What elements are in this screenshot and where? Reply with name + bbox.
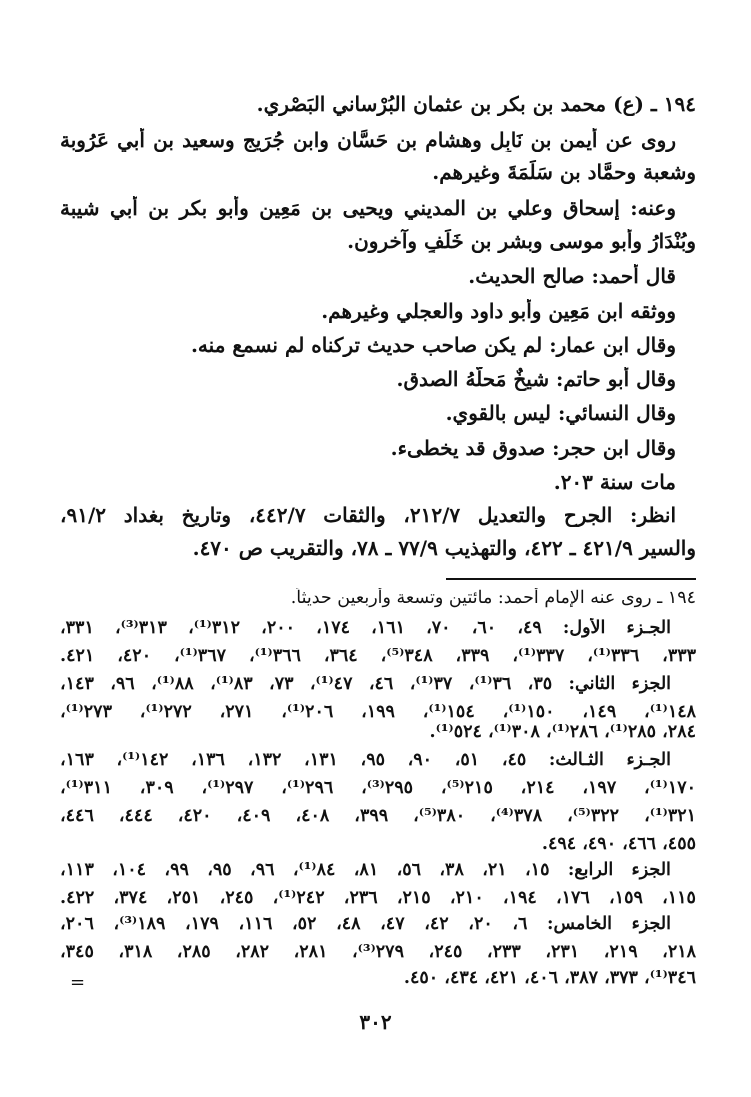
footnote-line: ٣٢١⁽¹⁾، ٣٢٢⁽⁵⁾، ٣٧٨⁽⁴⁾، ٣٨٠⁽⁵⁾، ٣٩٩، ٤٠٨، ٤٠٩، ٤٢٠، ٤٤٤، ٤٤٦، xyxy=(60,806,696,826)
entry-line: وقال أبو حاتم: شيخٌ مَحلُّهُ الصدق. xyxy=(396,367,676,391)
footnote-line: الجـزء الثـالث: ٤٥، ٥١، ٩٠، ٩٥، ١٣١، ١٣٢، ١٣٦، ١٤٢⁽¹⁾، ١٦٣، xyxy=(60,750,671,770)
entry-line: وقال النسائي: ليس بالقوي. xyxy=(445,401,676,425)
footnote-line: ٣٣٣، ٣٣٦⁽¹⁾، ٣٣٧⁽¹⁾، ٣٣٩، ٣٤٨⁽⁵⁾، ٣٦٤، ٣٦٦⁽¹⁾، ٣٦٧⁽¹⁾، ٤٢٠، ٤٢١. xyxy=(60,646,696,666)
continuation-mark: = xyxy=(70,972,86,993)
footnote-line: ١٤٨⁽¹⁾، ١٤٩، ١٥٠⁽¹⁾، ١٥٤⁽¹⁾، ١٩٩، ٢٠٦⁽¹⁾، ٢٧١، ٢٧٢⁽¹⁾، ٢٧٣⁽¹⁾، xyxy=(60,702,696,722)
entry-line: وعنه: إسحاق وعلي بن المديني ويحيى بن مَعِين وأبو بكر بن أبي شيبة xyxy=(60,196,676,220)
footnote-line: الجزء الثاني: ٣٥، ٣٦⁽¹⁾، ٣٧⁽¹⁾، ٤٦، ٤٧⁽¹⁾، ٧٣، ٨٣⁽¹⁾، ٨٨⁽¹⁾، ٩٦، ١٤٣، xyxy=(60,674,671,694)
footnote-line: ١٧٠⁽¹⁾، ١٩٧، ٢١٤، ٢١٥⁽⁵⁾، ٢٩٥⁽³⁾، ٢٩٦⁽¹⁾، ٢٩٧⁽¹⁾، ٣٠٩، ٣١١⁽¹⁾، xyxy=(60,778,696,798)
entry-line: وبُنْدَارُ وأبو موسى وبشر بن خَلَفٍ وآخرون. xyxy=(347,229,696,253)
entry-heading: ١٩٤ ـ (ع) محمد بن بكر بن عثمان البُرْساني البَصْري. xyxy=(256,92,696,116)
footnote-line: ٢١٨، ٢١٩، ٢٣١، ٢٣٣، ٢٤٥، ٢٧٩⁽³⁾، ٢٨١، ٢٨٢، ٢٨٥، ٣١٨، ٣٤٥، xyxy=(60,942,696,962)
entry-line: والسير ٤٢١/٩ ـ ٤٢٢، والتهذيب ٧٧/٩ ـ ٧٨، والتقريب ص ٤٧٠. xyxy=(192,536,696,560)
entry-line: روى عن أيمن بن نَابِل وهشام بن حَسَّان وابن جُرَيج وسعيد بن أبي عَرُوبة xyxy=(60,128,676,152)
page-number: ٣٠٢ xyxy=(359,1010,392,1034)
footnote-separator xyxy=(446,578,696,580)
entry-line: قال أحمد: صالح الحديث. xyxy=(468,264,676,288)
entry-line: انظر: الجرح والتعديل ٢١٢/٧، والثقات ٤٤٢/٧، وتاريخ بغداد ٩١/٢، xyxy=(60,503,676,527)
footnote-line: ٢٨٤، ٢٨٥⁽¹⁾، ٢٨٦⁽¹⁾، ٣٠٨⁽¹⁾، ٥٢٤⁽¹⁾. xyxy=(429,722,696,742)
footnote-line: الجزء الرابع: ١٥، ٢١، ٣٨، ٥٦، ٨١، ٨٤⁽¹⁾، ٩٦، ٩٥، ٩٩، ١٠٤، ١١٣، xyxy=(60,860,671,880)
footnote-line: الجزء الخامس: ٦، ٢٠، ٤٢، ٤٧، ٤٨، ٥٢، ١١٦، ١٧٩، ١٨٩⁽³⁾، ٢٠٦، xyxy=(60,914,671,934)
footnote-intro: ١٩٤ ـ روى عنه الإمام أحمد: مائتين وتسعة وأربعين حديثاً. xyxy=(290,588,696,608)
entry-line: وشعبة وحمَّاد بن سَلَمَةَ وغيرهم. xyxy=(432,160,696,184)
entry-line: ووثقه ابن مَعِين وأبو داود والعجلي وغيرهم. xyxy=(321,299,676,323)
footnote-line: ٤٥٥، ٤٦٦، ٤٩٠، ٤٩٤. xyxy=(541,834,696,854)
footnote-line: ٣٤٦⁽¹⁾، ٣٧٣، ٣٨٧، ٤٠٦، ٤٢١، ٤٣٤، ٤٥٠. xyxy=(403,968,696,988)
entry-line: مات سنة ٢٠٣. xyxy=(553,470,676,494)
entry-line: وقال ابن عمار: لم يكن صاحب حديث تركناه لم نسمع منه. xyxy=(190,333,676,357)
footnote-line: ١١٥، ١٥٩، ١٧٦، ١٩٤، ٢١٠، ٢١٥، ٢٣٦، ٢٤٢⁽¹⁾، ٢٤٥، ٢٥١، ٣٧٤، ٤٢٢. xyxy=(60,888,696,908)
footnote-line: الجـزء الأول: ٤٩، ٦٠، ٧٠، ١٦١، ١٧٤، ٢٠٠، ٣١٢⁽¹⁾، ٣١٣⁽³⁾، ٣٣١، xyxy=(60,618,671,638)
entry-line: وقال ابن حجر: صدوق قد يخطىء. xyxy=(390,436,676,460)
